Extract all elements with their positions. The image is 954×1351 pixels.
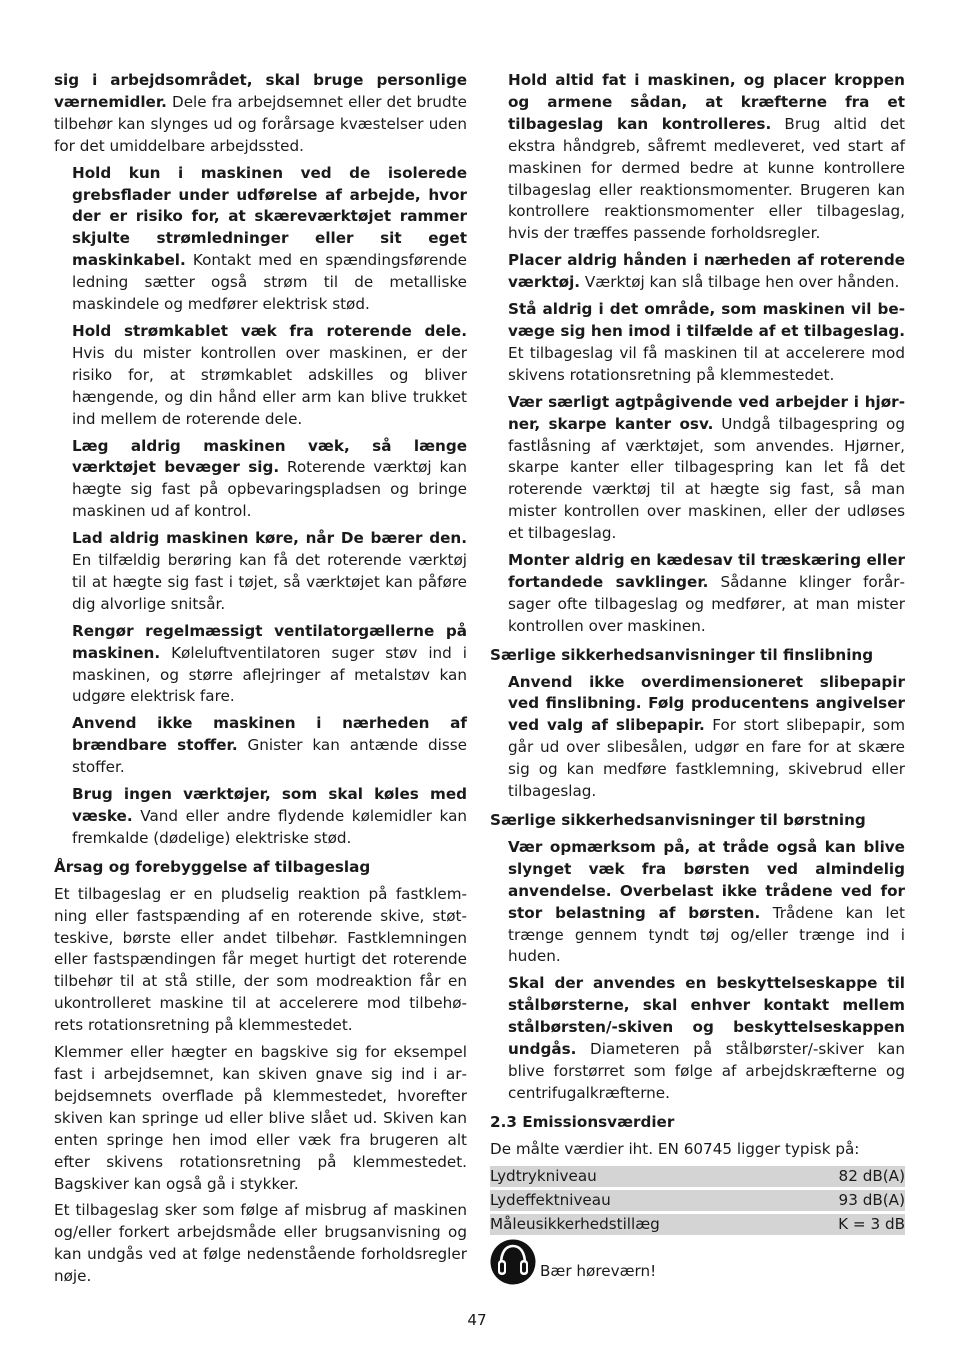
emission-value: 93 dB(A) [788, 1190, 905, 1211]
warning-paragraph: Stå aldrig i det område, som maskinen vil bevæge sig hen imod i tilfælde af et tilbageslag. Et tilbageslag vil få maskinen til at accelerere mod skivens rotationsretning på klemmestedet. [508, 300, 905, 384]
warning-paragraph: Anvend ikke overdimensioneret slibepapir ved finslibning. Følg producentens angivelser ved valg af slibepapir. For stort slibepapir, som går ud over slibesålen, udgør en fare for at skære sig og kan medføre fastklemning, skivebrud eller tilbageslag. [508, 672, 905, 801]
page-number: 47 [467, 1311, 487, 1329]
warning-paragraph: Lad aldrig maskinen køre, når De bærer den. En tilfældig berøring kan få det roterende værktøj til at hægte sig fast i tøjet, så værktøjet kan påføre dig alvorlige snitsår. [72, 529, 467, 613]
paragraph: De målte værdier iht. EN 60745 ligger typisk på: [490, 1139, 860, 1158]
warning-paragraph: Brug ingen værktøjer, som skal køles med væske. Vand eller andre flydende kølemidler kan fremkalde (dødelige) elektriske stød. [72, 785, 467, 847]
paragraph: Klemmer eller hægter en bagskive sig for eksempel fast i arbejdsemnet, kan skiven gnave sig ind i arbejdsemnets overflade på klemmestedet, hvorefter skiven kan springe ud eller blive slået ud. Skiven kan enten springe hen imod eller væk fra brugeren alt efter skivens rotationsretning på klemmestedet. Bagskiver kan også gå i stykker. [54, 1043, 467, 1193]
paragraph: Et tilbageslag sker som følge af misbrug af maskinen og/eller forkert arbejdsmåde eller brugsanvisning og kan undgås ved at følge nedenstående forholdsregler nøje. [54, 1201, 467, 1286]
warning-paragraph: Vær særligt agtpågivende ved arbejder i hjørner, skarpe kanter osv. Undgå tilbagespring og fastlåsning af værktøjet, som anvendes. Hjørner, skarpe kanter eller tilbagespring kan let få det roterende værktøj til at hægte sig fast, så man mister kontrollen over maskinen, eller der udløses et tilbageslag. [508, 392, 905, 543]
hearing-protection-note [490, 1239, 905, 1285]
warning-paragraph: Hold kun i maskinen ved de isolerede grebsflader under udførelse af arbejde, hvor der er risiko for, at skæreværktøjet rammer skjulte strømledninger eller sit eget maskinkabel. Kontakt med en spændingsførende ledning sætter også strøm til de metalliske maskindele og medfører elektrisk stød. [72, 163, 467, 314]
left-column [54, 70, 467, 1293]
emission-label: Måleusikkerhedstillæg [490, 1214, 788, 1235]
table-row [490, 1190, 905, 1211]
warning-paragraph: Monter aldrig en kædesav til træskæring eller fortandede savklinger. Sådanne klinger forårsager ofte tilbageslag og medfører, at man mister kontrollen over maskinen. [508, 551, 905, 635]
section-heading: Særlige sikkerhedsanvisninger til finslibning [490, 645, 874, 664]
warning-paragraph: Vær opmærksom på, at tråde også kan blive slynget væk fra børsten ved almindelig anvendelse. Overbelast ikke trådene ved for stor belastning af børsten. Trådene kan let trænge gennem tyndt tøj og/eller trænge ind i huden. [508, 837, 905, 966]
warning-paragraph: Hold strømkablet væk fra roterende dele. Hvis du mister kontrollen over maskinen, er der risiko for, at strømkablet adskilles og bliver hængende, og din hånd eller arm kan blive trukket ind mellem de roterende dele. [72, 321, 467, 428]
emission-value: K = 3 dB [788, 1214, 905, 1235]
section-heading: Årsag og forebyggelse af tilbageslag [54, 857, 371, 876]
emission-value: 82 dB(A) [788, 1166, 905, 1187]
right-column [490, 70, 905, 1285]
warning-paragraph: Placer aldrig hånden i nærheden af roterende værktøj. Værktøj kan slå tilbage hen over hånden. [508, 251, 905, 292]
warning-paragraph: Hold altid fat i maskinen, og placer kroppen og armene sådan, at kræfterne fra et tilbageslag kan kontrolleres. Brug altid det ekstra håndgreb, såfremt medleveret, ved start af maskinen for dermed bedre at kunne kontrollere tilbageslag eller reaktionsmomenter. Brugeren kan kontrollere reaktionsmomenter eller tilbageslag, hvis der træffes passende forholdsregler. [508, 71, 905, 243]
warning-paragraph: Anvend ikke maskinen i nærheden af brændbare stoffer. Gnister kan antænde disse stoffer. [72, 714, 468, 777]
emissions-table [490, 1163, 905, 1238]
table-row [490, 1166, 905, 1187]
table-row [490, 1214, 905, 1235]
emission-label: Lydtrykniveau [490, 1166, 788, 1187]
section-heading: Særlige sikkerhedsanvisninger til børstning [490, 811, 866, 829]
emission-label: Lydeffektniveau [490, 1190, 788, 1211]
section-heading: 2.3 Emissionsværdier [490, 1112, 675, 1131]
warning-paragraph: Læg aldrig maskinen væk, så længe værktøjet bevæger sig. Roterende værktøj kan hægte sig fast på opbevaringspladsen og bringe maskinen ud af kontrol. [72, 436, 467, 521]
ear-protection-icon [490, 1239, 536, 1285]
paragraph: sig i arbejdsområdet, skal bruge personlige værnemidler. Dele fra arbejdsemnet eller det brudte tilbehør kan slynges ud og forårsage kvæstelser uden for det umiddelbare arbejdssted. [54, 71, 467, 155]
ear-protection-label: Bær høreværn! [540, 1261, 657, 1280]
warning-paragraph: Rengør regelmæssigt ventilatorgællerne på maskinen. Køleluftventilatoren suger støv ind i maskinen, og større aflejringer af metalstøv kan udgøre elektrisk fare. [72, 621, 467, 706]
paragraph: Et tilbageslag er en pludselig reaktion på fastklemning eller fastspænding af en roterende skive, støtteskive, børste eller andet tilbehør. Fastklemningen eller fastspændingen får meget hurtigt det roterende tilbehør til at stå stille, der som modreaktion får en ukontrolleret maskine til at accelerere mod tilbehørets rotationsretning på klemmestedet. [54, 884, 467, 1035]
warning-paragraph: Skal der anvendes en beskyttelseskappe til stålbørsterne, skal enhver kontakt mellem stålbørsten/-skiven og beskyttelseskappen undgås. Diameteren på stålbørster/-skiver kan blive forstørret som følge af arbejdskræfterne og centrifugalkræfterne. [508, 974, 905, 1102]
